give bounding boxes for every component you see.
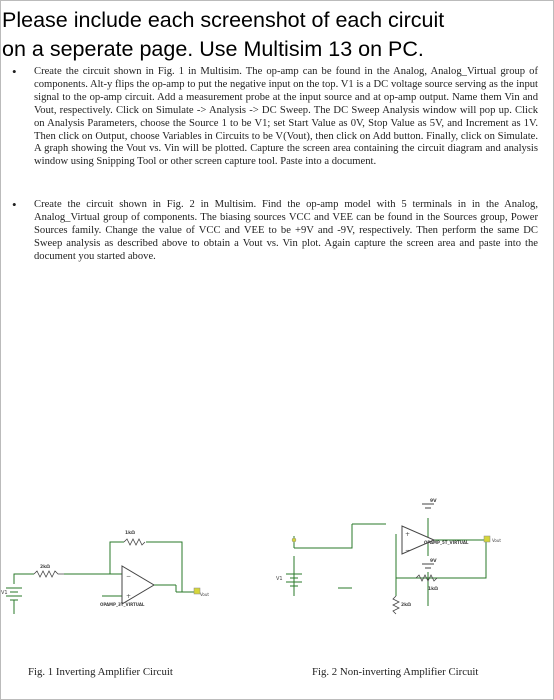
rg-label: 2kΩ	[401, 603, 411, 608]
vcc-label: 9V	[430, 499, 437, 504]
vcc-source-icon	[422, 504, 434, 508]
vee-label: 9V	[430, 559, 437, 564]
opamp-label: OPAMP_5T_VIRTUAL	[424, 540, 469, 545]
source-v1-icon	[6, 588, 22, 600]
figure-2-noninverting-amplifier	[278, 496, 546, 636]
opamp-label: OPAMP_3T_VIRTUAL	[100, 602, 145, 607]
figure-1-caption: Fig. 1 Inverting Amplifier Circuit	[28, 666, 173, 678]
figure-1-schematic	[1, 496, 266, 636]
instruction-list	[8, 66, 538, 264]
instruction-item-1	[8, 66, 538, 169]
source-label: V1	[1, 590, 8, 596]
source-label: V1	[276, 576, 283, 582]
vin-probe-icon	[292, 538, 296, 542]
header-line-1: Please include each screenshot of each circuit	[2, 8, 445, 32]
instruction-text-1: Create the circuit shown in Fig. 1 in Multisim. The op-amp can be found in the Analog, Analog_Virtual group of components. Alt-y flips the op-amp to put the negative input on the top. V1 is a DC voltage source serving as the input signal to the op-amp circuit. Add a measurement probe at the input source and at op-amp output. Name them Vin and Vout, respectively. Click on Simulate -> Analysis -> DC Sweep. The DC Sweep Analysis window will pop up. Click on Analysis Parameters, choose the Source 1 to be V1; set Start Value as 0V, Stop Value as 5V, and Increment as 1V. Then click on Output, choose Variables in Circuits to be V(Vout), then click on Add button. Finally, click on Simulate. A graph showing the Vout vs. Vin will be plotted. Capture the screen area containing the circuit diagram and analysis window using Snipping Tool or other screen capture tool. Paste into a document.	[34, 66, 538, 168]
vout-label: Vout	[200, 592, 209, 597]
rf-label: 1kΩ	[428, 587, 438, 592]
resistor-rf-icon	[124, 539, 145, 545]
figure-2-schematic	[278, 496, 546, 636]
figure-2-caption: Fig. 2 Non-inverting Amplifier Circuit	[312, 666, 479, 678]
resistor-rin-icon	[34, 571, 64, 577]
bullet-icon: •	[12, 64, 17, 79]
header-line-2: on a seperate page. Use Multisim 13 on PC.	[2, 37, 424, 61]
vout-label: Vout	[492, 538, 501, 543]
instruction-item-2	[8, 199, 538, 264]
rf-label: 1kΩ	[125, 531, 135, 536]
page-header	[2, 6, 550, 64]
vee-source-icon	[422, 564, 434, 568]
figure-1-inverting-amplifier	[1, 496, 266, 636]
opamp-minus-sign: −	[405, 547, 411, 554]
vout-probe-icon	[484, 536, 490, 542]
bullet-icon: •	[12, 197, 17, 213]
instruction-text-2: Create the circuit shown in Fig. 2 in Multisim. Find the op-amp model with 5 terminals in in the Analog, Analog_Virtual group of components. The biasing sources VCC and VEE can be found in the Sources group, Power Sources family. Change the value of VCC and VEE to be +9V and -9V, respectively. Then perform the same DC Sweep analysis as described above to obtain a Vout vs. Vin plot. Again capture the screen area and paste into the document you started above.	[34, 199, 538, 262]
rin-label: 2kΩ	[40, 565, 50, 570]
opamp-plus-sign: +	[405, 531, 411, 538]
opamp-plus-sign: +	[126, 593, 132, 600]
resistor-rg-icon	[393, 596, 399, 614]
opamp-minus-sign: −	[126, 573, 132, 580]
